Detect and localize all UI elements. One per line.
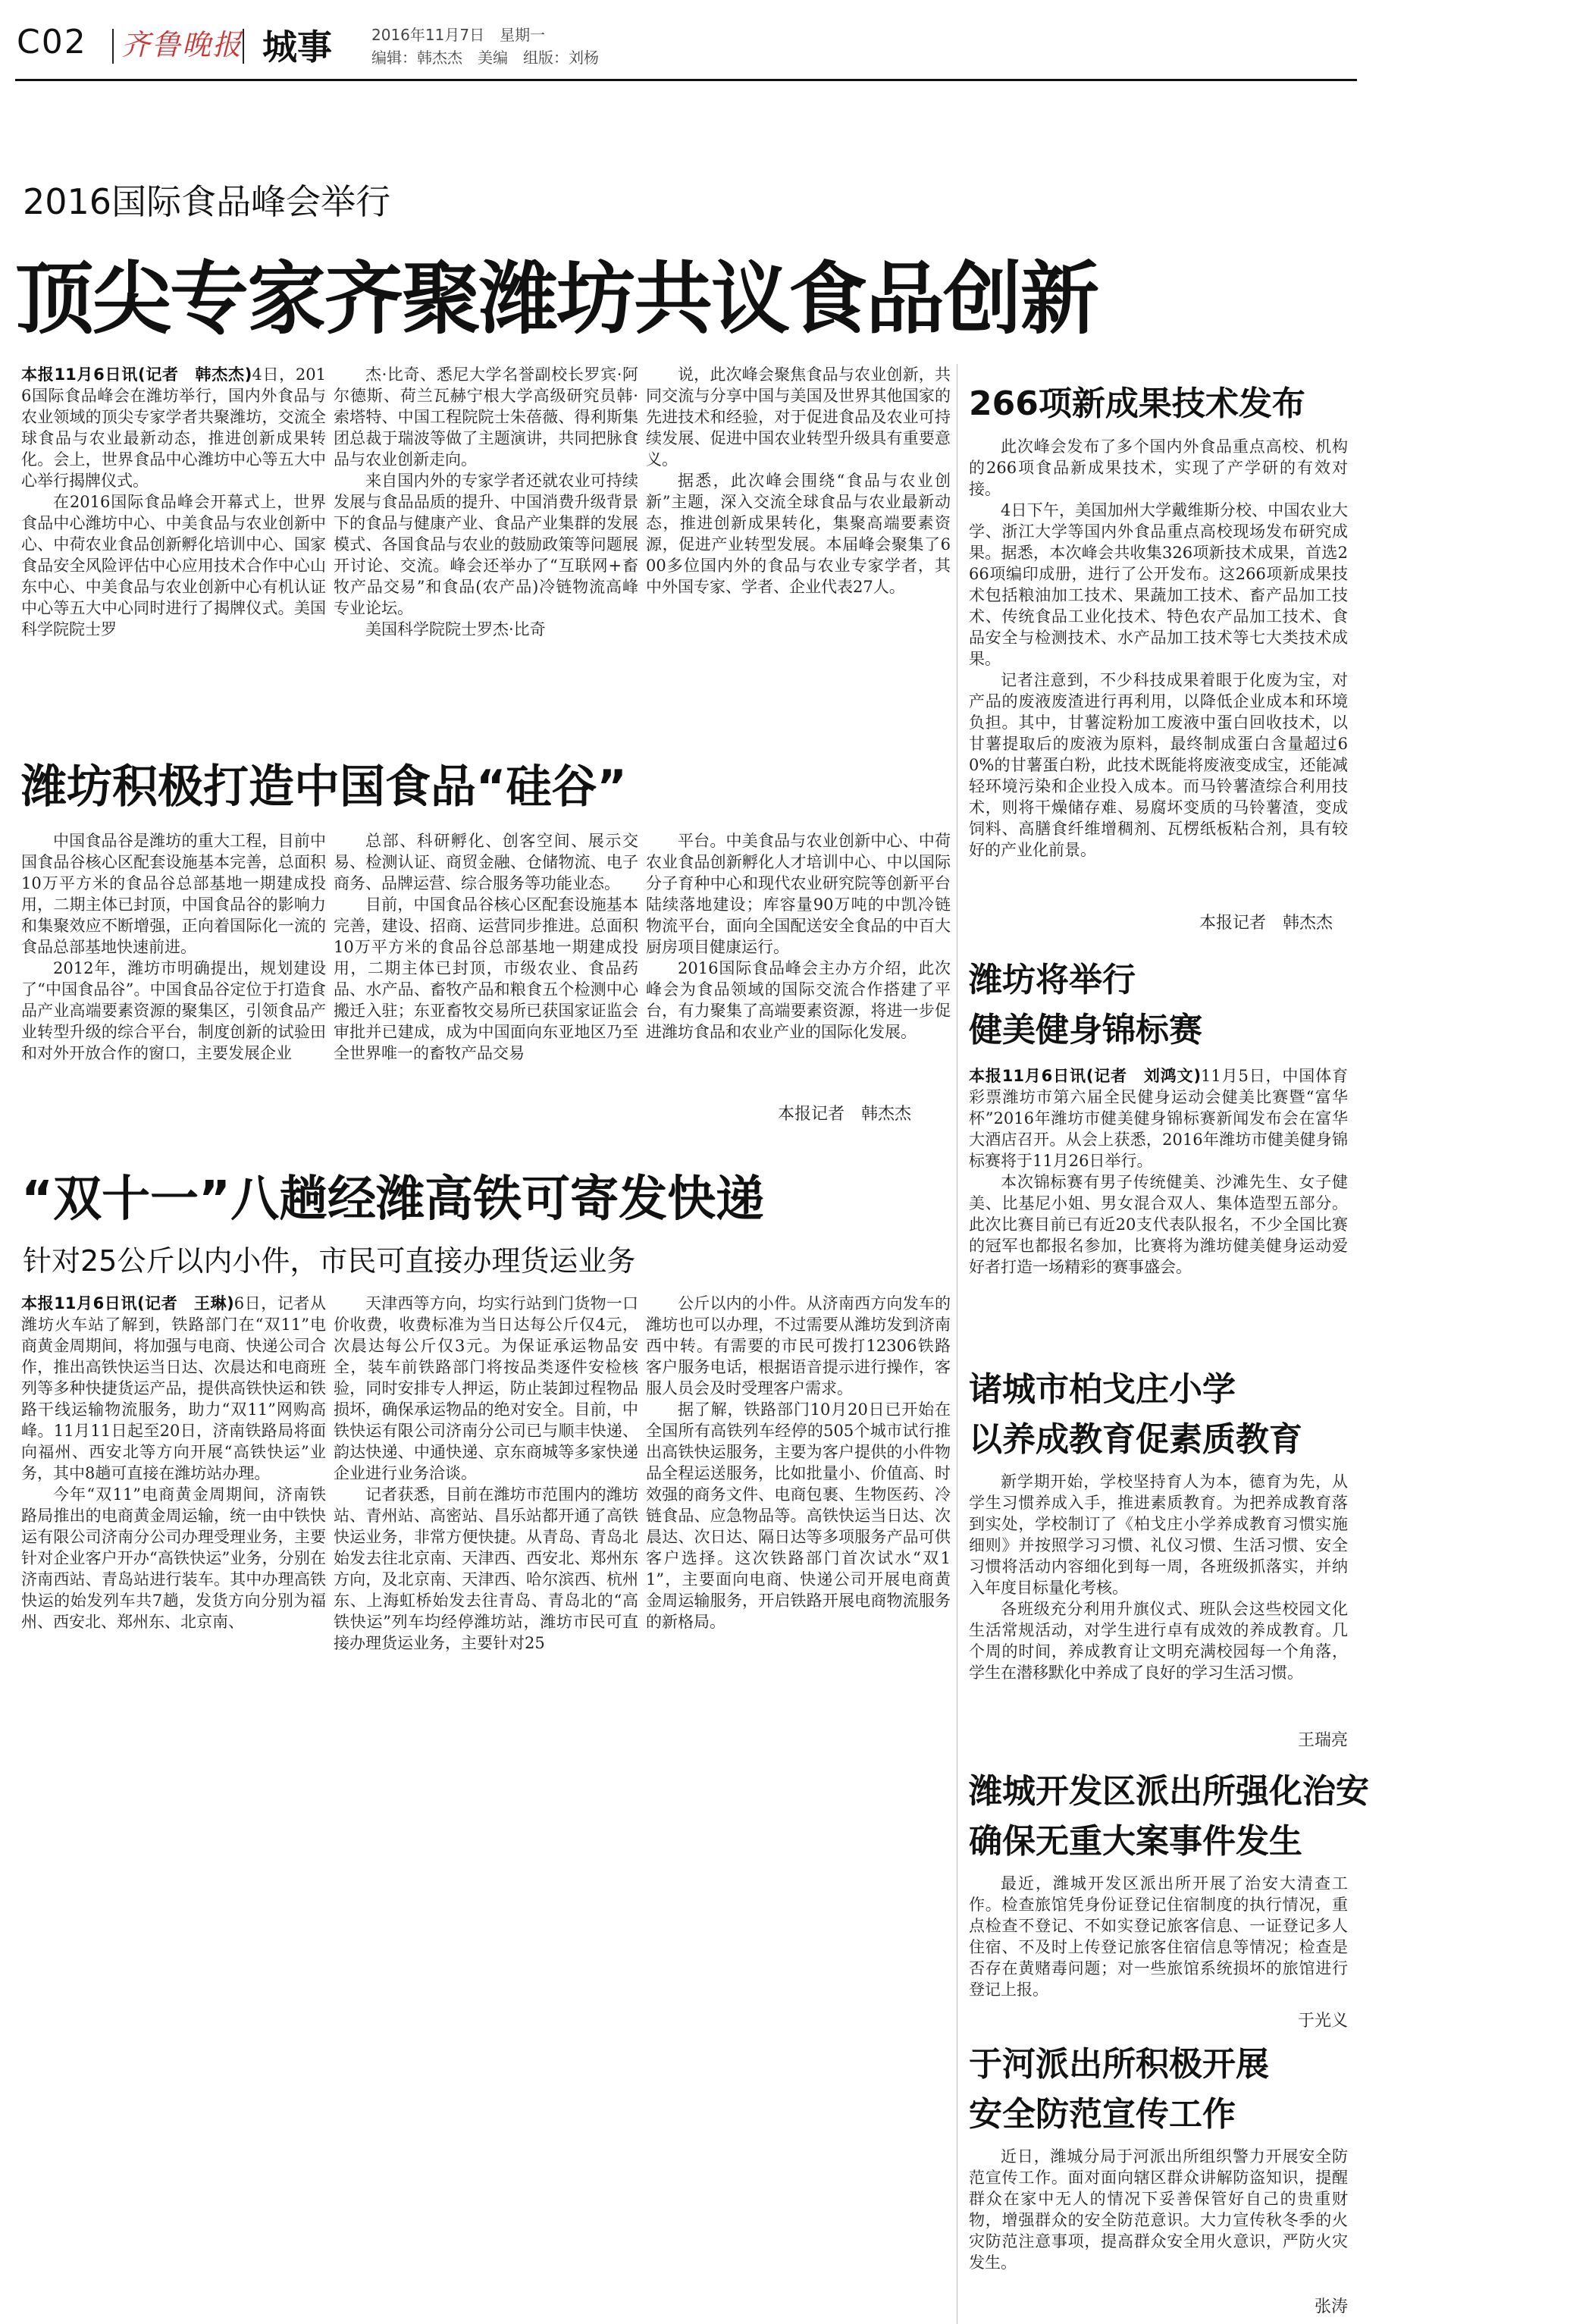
issue-date: 2016年11月7日 星期一 [371, 26, 546, 44]
brief-headline-line: 以养成教育促素质教育 [969, 1420, 1302, 1459]
article-column [334, 1293, 638, 1778]
article-column [334, 830, 638, 1134]
brief-headline-line: 健美健身锦标赛 [969, 1011, 1202, 1049]
byline: 张涛 [1314, 2297, 1348, 2316]
paragraph: 记者注意到，不少科技成果着眼于化废为宝，对产品的废液废渣进行再利用，以降低企业成本和环境负担。其中，甘薯淀粉加工废液中蛋白回收技术，以甘薯提取后的废液为原料，最终制成蛋白含量超过60%的甘薯蛋白粉，此技术既能将废液变成宝，还能减轻环境污染和企业投入成本。而马铃薯渣综合利用技术，则将干燥储存难、易腐坏变质的马铃薯渣，变成饲料、高膳食纤维增稠剂、瓦楞纸板粘合剂，具有较好的产业化前景。 [969, 671, 1348, 859]
paragraph: 杰·比奇、悉尼大学名誉副校长罗宾·阿尔德斯、荷兰瓦赫宁根大学高级研究员韩·索塔特、中国工程院院士朱蓓薇、得利斯集团总裁于瑞波等做了主题演讲，共同把脉食品与农业创新走向。 [334, 365, 638, 469]
paragraph: 2012年，潍坊市明确提出，规划建设了“中国食品谷”。中国食品谷定位于打造食品产业高端要素资源的聚集区，引领食品产业转型升级的综合平台，制度创新的试验田和对外开放合作的窗口，主要发展企业 [21, 959, 326, 1062]
brief-body [969, 1065, 1348, 1346]
brief-body [969, 436, 1348, 906]
paragraph: 来自国内外的专家学者还就农业可持续发展与食品品质的提升、中国消费升级背景下的食品与健康产业、食品产业集群的发展模式、各国食品与农业的鼓励政策等问题展开讨论、交流。峰会还举办了“互联网+畜牧产品交易”和食品(农产品)冷链物流高峰专业论坛。 [334, 472, 638, 617]
paragraph: 说，此次峰会聚焦食品与农业创新，共同交流与分享中国与美国及世界其他国家的先进技术和经验，对于促进食品及农业可持续发展、促进中国农业转型升级具有重要意义。 [646, 365, 951, 469]
article-headline: 潍坊积极打造中国食品“硅谷” [21, 761, 627, 814]
brief-headline-line: 诸城市柏戈庄小学 [969, 1370, 1236, 1409]
article-kicker: 2016国际食品峰会举行 [23, 181, 391, 222]
paragraph: 此次峰会发布了多个国内外食品重点高校、机构的266项食品新成果技术，实现了产学研的有效对接。 [969, 438, 1348, 498]
paragraph: 近日，潍城分局于河派出所组织警力开展安全防范宣传工作。面对面向辖区群众讲解防盗知识，提醒群众在家中无人的情况下妥善保管好自己的贵重财物，增强群众的安全防范意识。大力宣传秋冬季的火灾防范注意事项，提高群众安全用火意识，严防火灾发生。 [969, 2147, 1348, 2272]
brief-headline-line: 确保无重大案事件发生 [969, 1822, 1302, 1861]
paragraph: 美国科学院院士罗杰·比奇 [365, 620, 546, 638]
article-column [646, 830, 951, 1096]
brief-body [969, 1471, 1348, 1721]
paragraph: 各班级充分利用升旗仪式、班队会这些校园文化生活常规活动，对学生进行卓有成效的养成教育。几个周的时间，养成教育让文明充满校园每一个角落，学生在潜移默化中养成了良好的学习生活习惯。 [969, 1600, 1348, 1682]
editor-credits: 编辑：韩杰杰 美编 组版：刘杨 [371, 49, 599, 67]
paragraph: 总部、科研孵化、创客空间、展示交易、检测认证、商贸金融、仓储物流、电子商务、品牌运营、综合服务等功能业态。 [334, 832, 638, 892]
brief-headline-line: 潍城开发区派出所强化治安 [969, 1772, 1369, 1811]
brief-headline-line: 潍坊将举行 [969, 961, 1136, 999]
article-column [21, 364, 326, 735]
paragraph: 据悉，此次峰会围绕“食品与农业创新”主题，深入交流全球食品与农业最新动态，推进创新成果转化，集聚高端要素资源，促进产业转型发展。本届峰会聚集了600多位国内外的食品与农业专家学者，其中外国专家、学者、企业代表27人。 [646, 472, 951, 596]
article-column [21, 1293, 326, 1778]
paragraph: 平台。中美食品与农业创新中心、中荷农业食品创新孵化人才培训中心、中以国际分子育种中心和现代农业研究院等创新平台陆续落地建设；库容量90万吨的中凯冷链物流平台，面向全国配送安全食品的中百大厨房项目健康运行。 [646, 832, 951, 956]
article-headline: “双十一”八趟经潍高铁可寄发快递 [21, 1171, 765, 1228]
page-number: C02 [17, 23, 87, 61]
brief-headline: 266项新成果技术发布 [969, 384, 1305, 423]
paragraph: 4日下午，美国加州大学戴维斯分校、中国农业大学、浙江大学等国内外食品重点高校现场发布研究成果。据悉，本次峰会共收集326项新技术成果，首选266项编印成册，进行了公开发布。这266项新成果技术包括粮油加工技术、果蔬加工技术、畜产品加工技术、传统食品工业化技术、特色农产品加工技术、食品安全与检测技术、水产品加工技术等七大类技术成果。 [969, 501, 1348, 668]
article-column [646, 364, 951, 713]
brief-body [969, 1873, 1348, 2002]
paragraph: 天津西等方向，均实行站到门货物一口价收费，收费标准为当日达每公斤仅4元，次晨达每公斤仅3元。为保证承运物品安全，装车前铁路部门将按品类逐件安检核验，同时安排专人押运，防止装卸过程物品损坏，确保承运物品的绝对安全。目前，中铁快运有限公司济南分公司已与顺丰快递、韵达快递、中通快递、京东商城等多家快递企业进行业务洽谈。 [334, 1294, 638, 1482]
dateline: 本报11月6日讯(记者 王琳) [21, 1294, 234, 1313]
paragraph: 新学期开始，学校坚持育人为本，德育为先，从学生习惯养成入手，推进素质教育。为把养成教育落到实处，学校制订了《柏戈庄小学养成教育习惯实施细则》并按照学习习惯、礼仪习惯、生活习惯、安全习惯将活动内容细化到每一周，各班级抓落实，并纳入年度目标量化考核。 [969, 1472, 1348, 1597]
dateline: 本报11月6日讯(记者 刘鸿文) [969, 1067, 1202, 1085]
paragraph: 记者获悉，目前在潍坊市范围内的潍坊站、青州站、高密站、昌乐站都开通了高铁快运业务，非常方便快捷。从青岛、青岛北始发去往北京南、天津西、西安北、郑州东方向，及北京南、天津西、哈尔滨西、杭州东、上海虹桥始发去往青岛、青岛北的“高铁快运”列车均经停潍坊站，潍坊市民可直接办理货运业务，主要针对25 [334, 1485, 638, 1652]
brief-headline [969, 2040, 1269, 2140]
brief-headline [969, 955, 1202, 1055]
paragraph: 2016国际食品峰会主办方介绍，此次峰会为食品领域的国际交流合作搭建了平台，有力聚集了高端要素资源，将进一步促进潍坊食品和农业产业的国际化发展。 [646, 959, 951, 1041]
article-headline: 顶尖专家齐聚潍坊共议食品创新 [15, 252, 1098, 345]
brief-headline [969, 1365, 1302, 1465]
byline: 本报记者 韩杰杰 [777, 1105, 911, 1124]
article-column [21, 830, 326, 1134]
masthead-logo: 齐鲁晚报 [121, 28, 243, 61]
article-column [334, 364, 638, 735]
section-name: 城事 [262, 27, 332, 67]
dateline: 本报11月6日讯(记者 韩杰杰) [21, 365, 252, 384]
paragraph: 据了解，铁路部门10月20日已开始在全国所有高铁列车经停的505个城市试行推出高铁快运服务，主要为客户提供的小件物品全程运送服务，比如批量小、价值高、时效强的商务文件、电商包裹、生物医药、冷链食品、应急物品等。高铁快运当日达、次晨达、次日达、隔日达等多项服务产品可供客户选择。这次铁路部门首次试水“双11”，主要面向电商、快递公司开展电商黄金周运输服务，开启铁路开展电商物流服务的新格局。 [646, 1400, 951, 1631]
byline: 王瑞亮 [1297, 1731, 1348, 1750]
byline: 于光义 [1297, 2012, 1348, 2031]
article-column [646, 1293, 951, 1778]
header-divider [112, 29, 114, 64]
article-subheadline: 针对25公斤以内小件，市民可直接办理货运业务 [23, 1244, 636, 1278]
paragraph: 在2016国际食品峰会开幕式上，世界食品中心潍坊中心、中美食品与农业创新中心、中荷农业食品创新孵化培训中心、国家食品安全风险评估中心应用技术合作中心山东中心、中美食品与农业创新中心有机认证中心等五大中心同时进行了揭牌仪式。美国科学院院士罗 [21, 493, 326, 638]
brief-headline-line: 于河派出所积极开展 [969, 2045, 1269, 2084]
paragraph: 本次锦标赛有男子传统健美、沙滩先生、女子健美、比基尼小姐、男女混合双人、集体造型五部分。此次比赛目前已有近20支代表队报名，不少全国比赛的冠军也都报名参加，比赛将为潍坊健美健身运动爱好者打造一场精彩的赛事盛会。 [969, 1173, 1348, 1276]
paragraph: 最近，潍城开发区派出所开展了治安大清查工作。检查旅馆凭身份证登记住宿制度的执行情况，重点检查不登记、不如实登记旅客信息、一证登记多人住宿、不及时上传登记旅客住宿信息等情况；检查是否存在黄赌毒问题；对一些旅馆系统损坏的旅馆进行登记上报。 [969, 1874, 1348, 1999]
paragraph: 11月5日，中国体育彩票潍坊市第六届全民健身运动会健美比赛暨“富华杯”2016年潍坊市健美健身锦标赛新闻发布会在富华大酒店召开。从会上获悉，2016年潍坊市健美健身锦标赛将于11月26日举行。 [969, 1067, 1348, 1170]
paragraph: 今年“双11”电商黄金周期间，济南铁路局推出的电商黄金周运输，统一由中铁快运有限公司济南分公司办理受理业务，主要针对企业客户开办“高铁快运”业务，分别在济南西站、青岛站进行装车。其中办理高铁快运的始发列车共7趟，发货方向分别为福州、西安北、郑州东、北京南、 [21, 1485, 326, 1631]
paragraph: 中国食品谷是潍坊的重大工程，目前中国食品谷核心区配套设施基本完善，总面积10万平方米的食品谷总部基地一期建成投用，二期主体已封顶，中国食品谷的影响力和集聚效应不断增强，正向着国际化一流的食品总部基地快速前进。 [21, 832, 326, 956]
brief-headline [969, 1767, 1369, 1867]
byline: 本报记者 韩杰杰 [1199, 914, 1333, 933]
paragraph: 4日，2016国际食品峰会在潍坊举行，国内外食品与农业领域的顶尖专家学者共聚潍坊，交流全球食品与农业最新动态，推进创新成果转化。会上，世界食品中心潍坊中心等五大中心举行揭牌仪式。 [21, 365, 326, 490]
brief-headline-line: 安全防范宣传工作 [969, 2095, 1236, 2134]
header-divider [243, 29, 244, 64]
paragraph: 6日，记者从潍坊火车站了解到，铁路部门在“双11”电商黄金周期间，将加强与电商、快递公司合作，推出高铁快运当日达、次晨达和电商班列等多种快捷货运产品，提供高铁快运和铁路干线运输物流服务，助力“双11”网购高峰。11月11日起至20日，济南铁路局将面向福州、西安北等方向开展“高铁快运”业务，其中8趟可直接在潍坊站办理。 [21, 1294, 326, 1482]
header-rule [15, 79, 1357, 81]
brief-body [969, 2146, 1348, 2282]
paragraph: 目前，中国食品谷核心区配套设施基本完善，建设、招商、运营同步推进。总面积10万平方米的食品谷总部基地一期建成投用，二期主体已封顶，市级农业、食品药品、水产品、畜牧产品和粮食五个检测中心搬迁入驻；东亚畜牧交易所已获国家证监会审批并已建成，成为中国面向东亚地区乃至全世界唯一的畜牧产品交易 [334, 895, 638, 1062]
paragraph: 公斤以内的小件。从济南西方向发车的潍坊也可以办理，不过需要从潍坊发到济南西中转。有需要的市民可拨打12306铁路客户服务电话，根据语音提示进行操作，客服人员会及时受理客户需求。 [646, 1294, 951, 1397]
